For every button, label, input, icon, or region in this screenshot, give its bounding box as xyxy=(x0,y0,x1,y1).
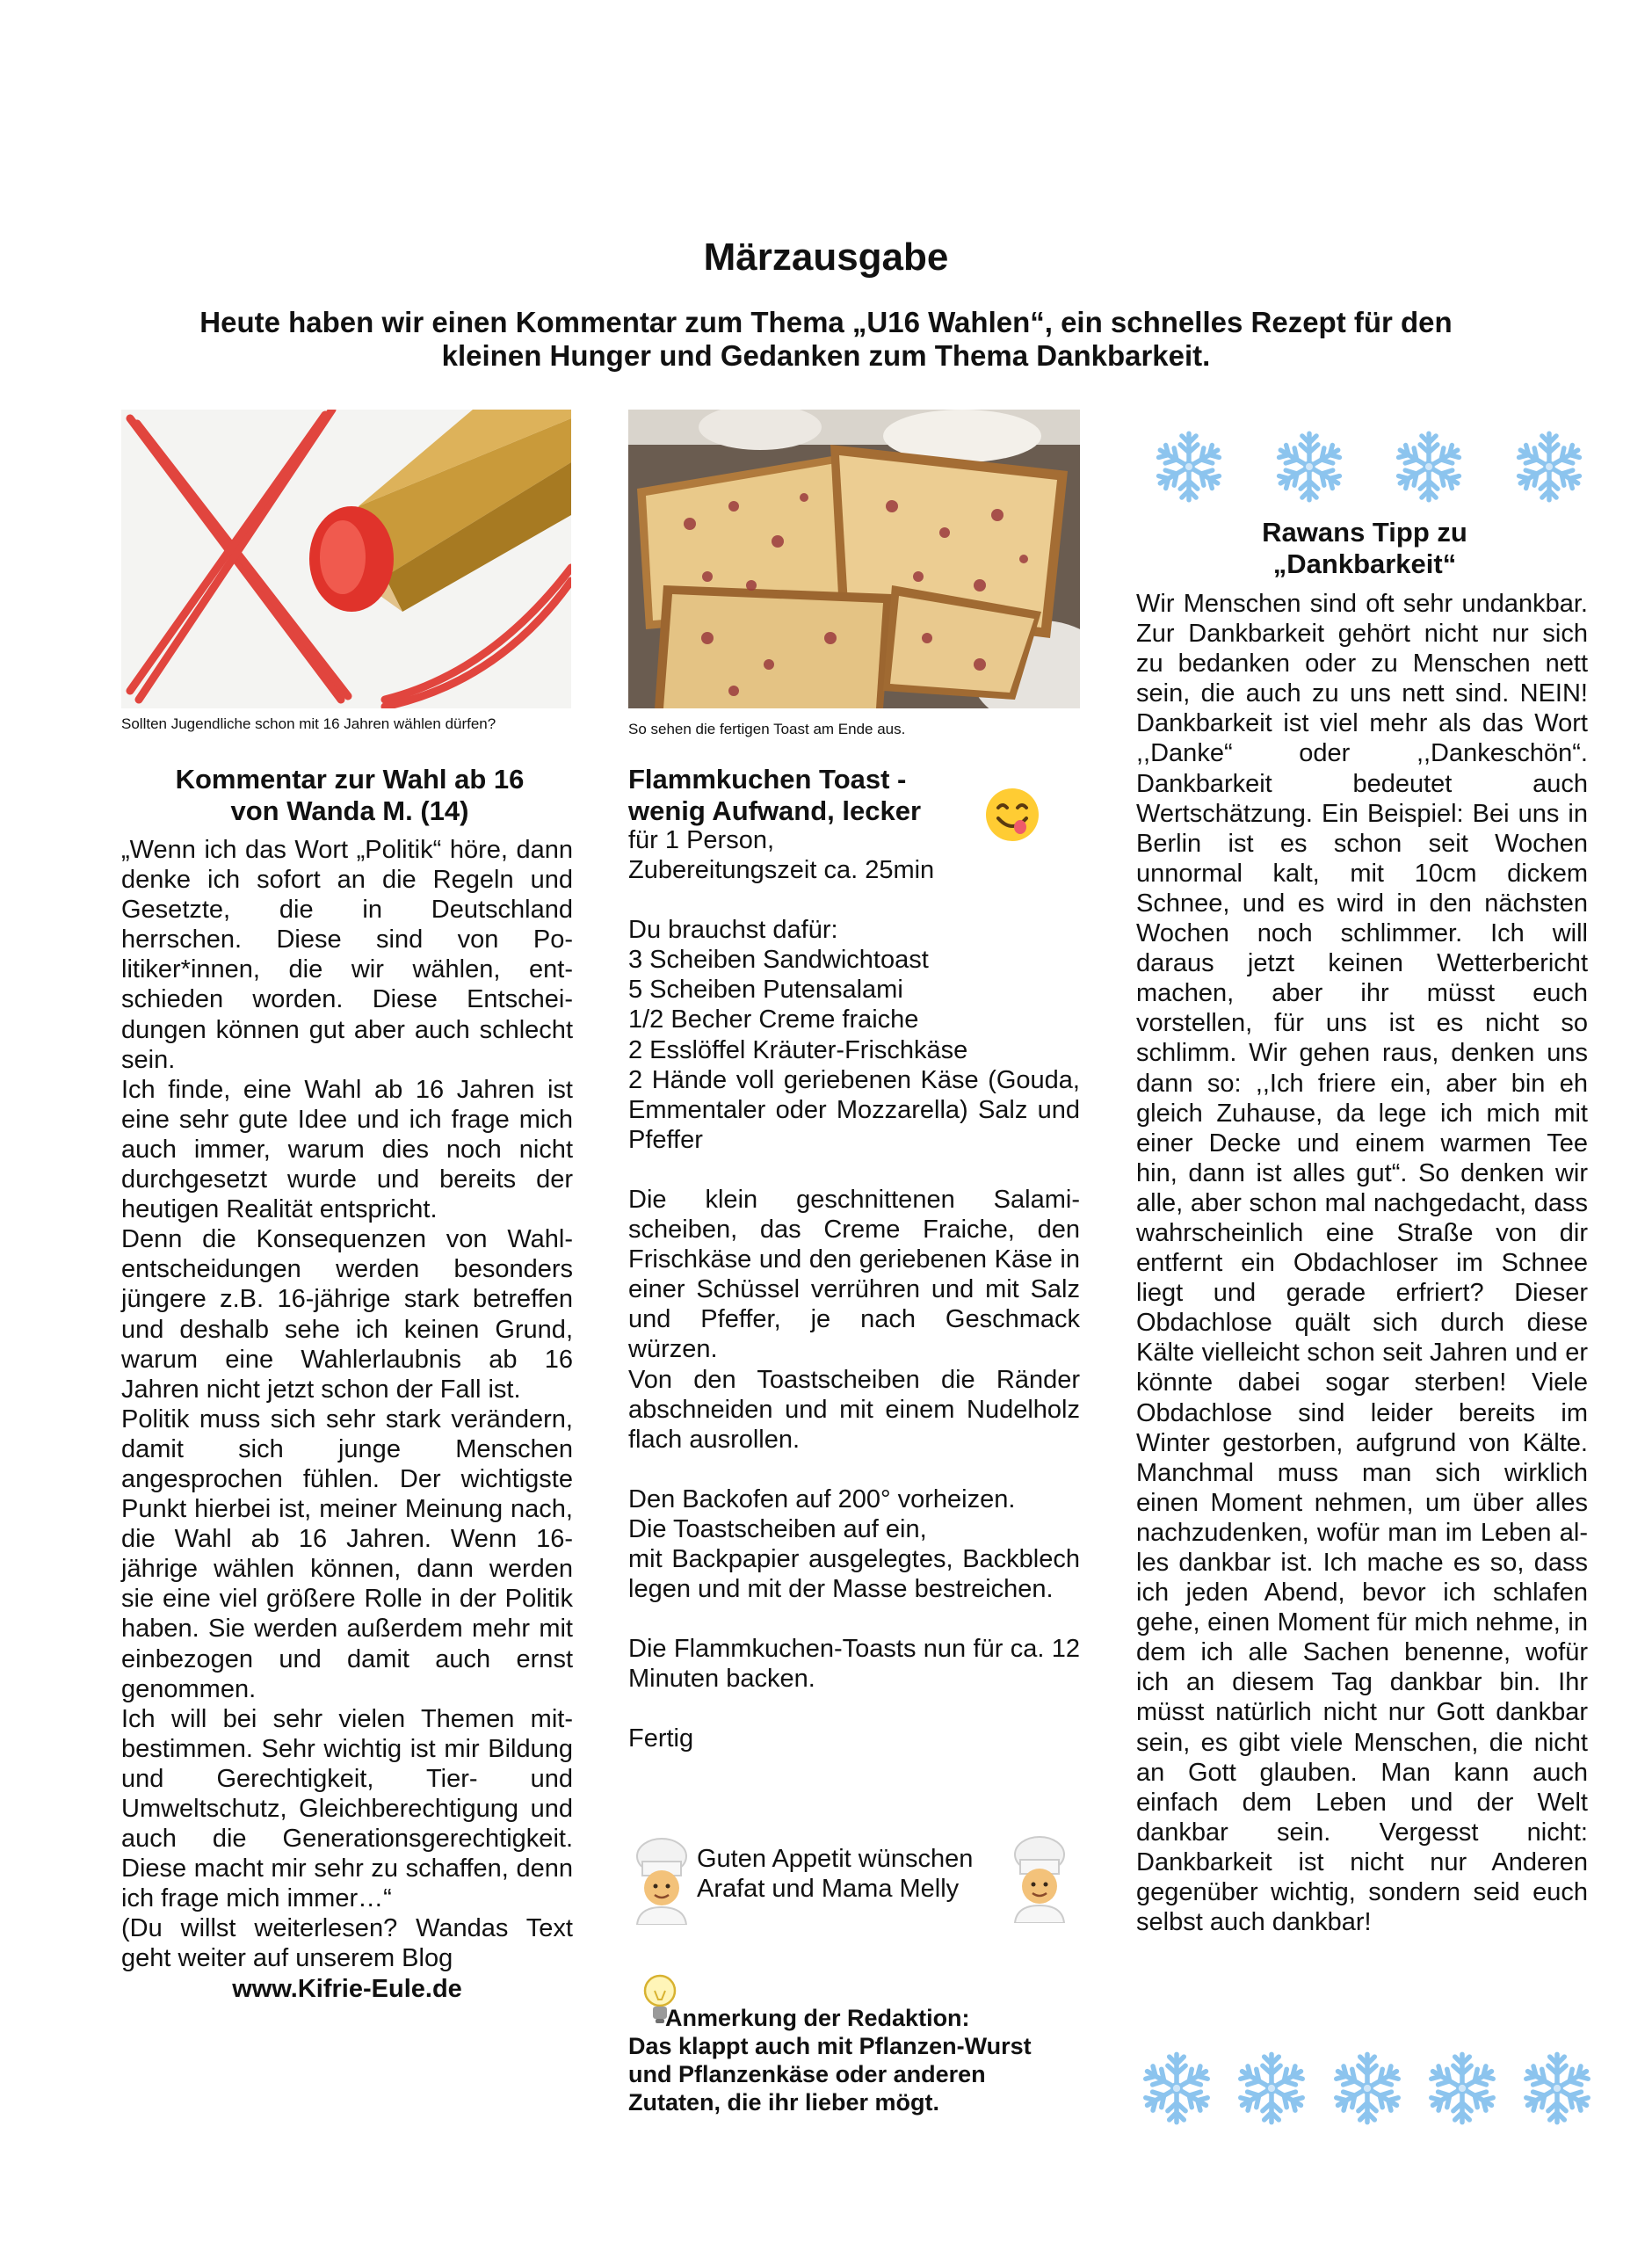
recipe-done: Fertig xyxy=(628,1724,694,1753)
snowflake-icon xyxy=(1231,2048,1312,2129)
ingredient-item: 3 Scheiben Sandwichtoast xyxy=(628,946,929,975)
recipe-step: Den Backofen auf 200° vorheizen. xyxy=(628,1484,1016,1513)
snowflake-icon xyxy=(1389,427,1468,506)
greeting-line-2: Arafat und Mama Melly xyxy=(697,1875,960,1903)
article-title-line-2: von Wanda M. (14) xyxy=(230,795,469,826)
paragraph: Ich will bei sehr vielen Themen mitbestimmen. Sehr wichtig ist mir Bildung und Gerechtigkeit, Tier- und Umweltschutz, Gleichberechtigung und auch die Generationsgerechtigkeit. Diese macht mir sehr zu schaffen, denn ich frage mich immer…“ xyxy=(121,1704,573,1913)
editor-note-heading: Anmerkung der Redaktion: xyxy=(665,2005,970,2031)
recipe-step: Die Flammkuchen-Toasts nun für ca. 12 Minuten backen. xyxy=(628,1635,1080,1694)
tip-body xyxy=(1136,589,1588,1937)
subtitle-line-2: kleinen Hunger und Gedanken zum Thema Dankbarkeit. xyxy=(441,339,1211,372)
recipe-greeting xyxy=(697,1844,1031,1904)
snowflake-icon xyxy=(1422,2048,1503,2129)
recipe-step: Die klein geschnittenen Salamischeiben, das Creme Fraiche, den Frischkäse und den geriebenen Käse in einer Schüssel verrühren und mit Salz und Pfeffer, je nach Geschmack würzen. xyxy=(628,1185,1080,1364)
article-title xyxy=(121,764,578,827)
ingredient-item: 1/2 Becher Creme fraiche xyxy=(628,1005,919,1034)
ingredient-item: 2 Hände voll geriebenen Käse (Gouda, Emmentaler oder Mozzarella) Salz und Pfeffer xyxy=(628,1065,1080,1154)
ingredient-item: 5 Scheiben Putensalami xyxy=(628,976,903,1005)
article-title-line-1: Kommentar zur Wahl ab 16 xyxy=(175,764,525,795)
cook-icon xyxy=(1006,1835,1073,1923)
greeting-line-1: Guten Appetit wünschen xyxy=(697,1845,974,1873)
editor-note-line: Zutaten, die ihr lieber mögt. xyxy=(628,2089,940,2116)
paragraph: Denn die Konsequenzen von Wahlentscheidungen werden besonders jüngere z.B. 16-jährige stark betreffen und deshalb sehe ich keinen Grund, warum eine Wahlerlaubnis ab 16 Jahren nicht jetzt schon der Fall ist. xyxy=(121,1225,573,1404)
recipe-intro-line-2: Zubereitungszeit ca. 25min xyxy=(628,856,935,885)
ballot-pencil-photo xyxy=(121,410,571,708)
paragraph: Wir Menschen sind oft sehr undankbar. Zur Dankbarkeit gehört nicht nur sich zu bedanken oder zu Menschen nett sein, die auch zu uns nett sind. NEIN! Dankbarkeit ist viel mehr als das Wort ,,Danke“ oder ,,Dankeschön“. Dankbarkeit bedeutet auch Wertschätzung. Ein Beispiel: Bei uns in Berlin ist es schon seit Wochen unnormal kalt, mit 10cm dickem Schnee, und es wird in den nächsten Wochen noch schlimmer. Ich will daraus jetzt keinen Wetterbericht machen, aber ihr müsst euch vorstellen, für uns ist es nicht so schlimm. Wir gehen raus, denken uns dann so: ,,Ich friere ein, aber bin eh gleich Zuhause, da lege ich mich mit einer Decke und einem warmen Tee hin, dann ist alles gut“. So denken wir alle, aber schon mal nachgedacht, dass wahrscheinlich eine Straße von dir entfernt ein Obdachloser im Schnee liegt und gerade erfriert? Dieser Obdachlose quält sich durch diese Kälte vielleicht schon seit Jahren und er könnte dabei sogar sterben! Viele Obdachlose sind leider bereits im Winter gestorben, aufgrund von Kälte. Manchmal muss man sich wirklich einen Moment nehmen, um über alles nachzudenken, wofür man im Leben alles dankbar ist. Ich mache es so, dass ich jeden Abend, bevor ich schlafen gehe, einen Moment für mich nehme, in dem ich alle Sachen benenne, wofür ich an diesem Tag dankbar bin. Ihr müsst natürlich nicht nur Gott dankbar sein, es gibt viele Menschen, die nicht an Gott glauben. Man kann auch einfach dem Leben und der Welt dankbar sein. Vergesst nicht: Dankbarkeit ist nicht nur Anderen gegenüber wichtig, sondern seid euch selbst auch dankbar! xyxy=(1136,590,1588,1937)
snowflake-row-bottom xyxy=(1136,2048,1598,2129)
editor-note-line: und Pflanzenkäse oder anderen xyxy=(628,2061,986,2087)
editor-note-line: Das klappt auch mit Pflanzen-Wurst xyxy=(628,2033,1032,2059)
paragraph: Ich finde, eine Wahl ab 16 Jahren ist eine sehr gute Idee und ich frage mich auch immer, warum dies noch nicht durchgesetzt wurde und bereits der heutigen Realität entspricht. xyxy=(121,1075,573,1224)
ingredients-heading: Du brauchst dafür: xyxy=(628,916,838,945)
snowflake-icon xyxy=(1270,427,1349,506)
recipe-title-line-2: wenig Aufwand, lecker xyxy=(628,795,922,826)
snowflake-row-top xyxy=(1149,427,1589,506)
recipe-step: mit Backpapier ausgelegtes, Backblech legen und mit der Masse bestreichen. xyxy=(628,1544,1080,1604)
page-subtitle xyxy=(132,306,1520,373)
tip-title-line-2: „Dankbarkeit“ xyxy=(1272,548,1457,579)
cook-icon xyxy=(628,1837,695,1925)
article-body xyxy=(121,835,573,2004)
recipe-step: Von den Toastscheiben die Ränder abschneiden und mit einem Nudelholz flach ausrollen. xyxy=(628,1365,1080,1454)
snowflake-icon xyxy=(1136,2048,1217,2129)
image-caption: So sehen die fertigen Toast am Ende aus. xyxy=(628,721,906,737)
flammkuchen-toast-photo xyxy=(628,410,1080,708)
snowflake-icon xyxy=(1149,427,1228,506)
editor-note xyxy=(628,2004,1085,2116)
blog-link[interactable]: www.Kifrie-Eule.de xyxy=(232,1974,462,2003)
paragraph: (Du willst weiterlesen? Wandas Text geht weiter auf unserem Blog xyxy=(121,1914,573,1973)
tip-title xyxy=(1136,517,1593,580)
image-caption: Sollten Jugendliche schon mit 16 Jahren wählen dürfen? xyxy=(121,715,496,732)
snowflake-icon xyxy=(1510,427,1589,506)
recipe-title-line-1: Flammkuchen Toast - xyxy=(628,764,907,795)
recipe-body xyxy=(628,825,1080,1753)
paragraph: „Wenn ich das Wort „Politik“ höre, dann denke ich sofort an die Regeln und Gesetzte, die in Deutschland herrschen. Diese sind von Politiker*innen, die wir wählen, entschieden worden. Diese Entscheidungen können gut aber auch schlecht sein. xyxy=(121,836,573,1074)
recipe-step: Die Toastscheiben auf ein, xyxy=(628,1514,927,1543)
recipe-title xyxy=(628,764,1024,827)
ingredient-item: 2 Esslöffel Kräuter-Frischkäse xyxy=(628,1035,968,1064)
snowflake-icon xyxy=(1327,2048,1408,2129)
tip-title-line-1: Rawans Tipp zu xyxy=(1262,517,1467,548)
recipe-intro-line-1: für 1 Person, xyxy=(628,826,775,854)
paragraph: Politik muss sich sehr stark verändern, damit sich junge Menschen angesprochen fühlen. Der wichtigste Punkt hierbei ist, meiner Meinung nach, die Wahl ab 16 Jahren. Wenn 16-jährige wählen können, dann werden sie eine viel größere Rolle in der Politik haben. Sie werden außerdem mehr mit einbezogen und damit auch ernst genommen. xyxy=(121,1404,573,1703)
subtitle-line-1: Heute haben wir einen Kommentar zum Thema „U16 Wahlen“, ein schnelles Rezept für den xyxy=(199,306,1453,338)
snowflake-icon xyxy=(1517,2048,1598,2129)
page-title: Märzausgabe xyxy=(703,236,949,279)
